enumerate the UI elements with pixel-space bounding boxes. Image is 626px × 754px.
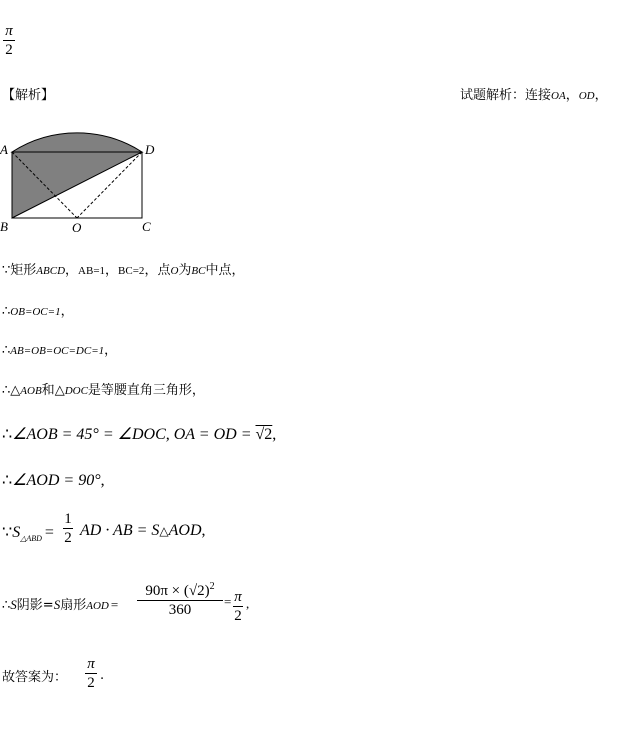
step8-result-fraction [232,588,244,625]
step8-eq2: = [110,597,119,612]
step7-tail: , [201,522,206,539]
step-6 [2,470,105,490]
step5-tail: , [272,426,277,443]
answer-numerator: π [5,23,13,39]
step6-tail: , [100,472,105,489]
answer-fraction [2,22,16,59]
step7-equals: = [44,524,54,541]
step1-text4: 中点， [205,263,245,278]
label-c: C [142,219,151,232]
step1-abcd: ABCD [36,265,66,277]
step1-comma2: ， [105,263,119,278]
final-tail: . [100,668,105,683]
step1-o: O [170,265,179,277]
final-denominator: 2 [87,675,95,691]
label-a: A [0,142,8,157]
step4-and: 和 [41,383,55,398]
therefore-symbol: ∴ [2,598,11,613]
therefore-symbol: ∴ [2,383,11,398]
step8-result-num: π [234,589,242,605]
therefore-symbol: ∴ [2,426,13,443]
step7-frac-den: 2 [64,530,72,546]
step7-fraction [62,510,74,547]
step-1 [2,259,245,278]
step8-s2: S [53,597,61,612]
step8-power: 2 [209,581,215,592]
intro-sep2: ， [594,88,608,103]
answer-denominator: 2 [5,42,13,58]
step8-frac-den: 360 [168,602,192,618]
step1-text2: ，点 [144,263,171,278]
step8-tail: , [246,596,250,611]
step7-rest: AD · AB = S [80,522,160,539]
step7-s: S [12,524,21,541]
label-b: B [0,219,8,232]
step8-aod: AOD [86,600,109,612]
intro-label: 试题解析：连接 [460,88,552,103]
step4-doc: DOC [64,385,88,397]
step8-frac-num [136,578,224,600]
step8-shaded-label: 阴影 [16,598,43,613]
final-answer-fraction [84,655,98,692]
analysis-heading: 【解析】 [2,88,55,103]
step6-expression: ∠AOD = 90° [12,472,101,489]
step-2 [2,300,74,319]
step4-aob: AOB [20,385,42,397]
step2-tail: ， [60,304,74,319]
step7-subscript: △ABD [20,534,42,543]
shaded-arc-segment [12,133,142,152]
step8-eq1: = [42,598,54,613]
therefore-symbol: ∴ [2,343,11,358]
step1-text1: 矩形 [10,263,37,278]
step1-comma1: ， [65,263,79,278]
because-symbol: ∵ [2,524,13,541]
step-4 [2,379,205,398]
final-answer-label: 故答案为： [2,670,68,685]
therefore-symbol: ∴ [2,304,11,319]
label-o: O [72,220,82,232]
step8-sector-label: 扇形 [60,598,87,613]
step3-tail: ， [104,343,118,358]
intro-od: OD [578,90,595,102]
label-d: D [145,142,155,157]
geometry-figure [0,122,170,232]
step8-num-text: 90π × (√2) [145,583,210,599]
therefore-symbol: ∴ [2,472,13,489]
step8-result-den: 2 [234,608,242,624]
step5-expression: ∠AOB = 45° = ∠DOC, OA = OD = [12,426,256,443]
step7-aod: AOD [168,522,202,539]
step1-ab: AB=1 [78,265,106,277]
final-numerator: π [87,656,95,672]
step8-eq3: = [224,594,232,609]
intro-text [460,84,608,103]
triangle-symbol: △ [159,524,169,538]
step2-equation: OB=OC=1 [10,306,61,318]
step1-bc: BC=2 [118,265,145,277]
triangle-symbol: △ [54,383,65,398]
step-8 [2,594,118,613]
intro-sep1: ， [565,88,579,103]
step8-fraction [136,578,224,619]
intro-oa: OA [551,90,566,102]
step5-sqrt: √2 [255,426,273,443]
because-symbol: ∵ [2,263,11,278]
step3-equation: AB=OB=OC=DC=1 [10,345,105,357]
step8-s1: S [10,597,17,612]
step-5 [2,424,276,444]
step-3 [2,339,117,358]
step1-bc-name: BC [191,265,206,277]
triangle-symbol: △ [10,383,21,398]
step7-frac-num: 1 [64,511,72,527]
step4-tail: 是等腰直角三角形， [87,383,205,398]
shaded-triangle-abd [12,152,142,218]
step1-text3: 为 [178,263,192,278]
step-7 [2,522,57,543]
step-7-rest [80,522,206,540]
